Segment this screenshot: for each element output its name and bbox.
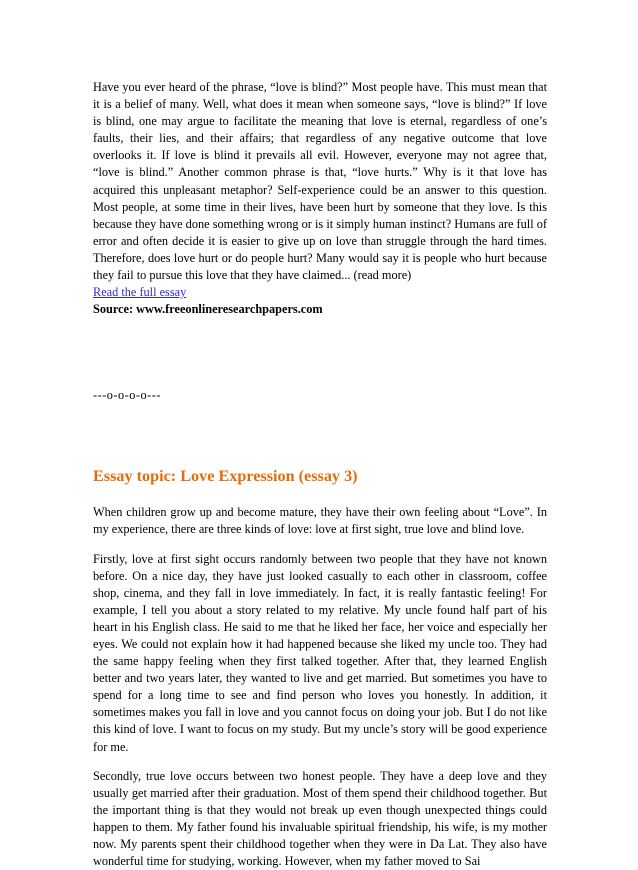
essay-paragraph-3: Secondly, true love occurs between two honest people. They have a deep love and they usually get married after their graduation. Most of them spend their childhood together. But the important thing is that they would not break up even though unexpected things could happen to them. My father found his invaluable spiritual friendship, his wife, is my mother now. My parents spent their childhood together when they were in Da Lat. They also have wonderful time for studying, working. However, when my father moved to Sai xyxy=(93,768,547,869)
essay-heading: Essay topic: Love Expression (essay 3) xyxy=(93,467,358,486)
essay-paragraph-1: When children grow up and become mature, they have their own feeling about “Love”. In my experience, there are three kinds of love: love at first sight, true love and blind love. xyxy=(93,505,547,537)
source-line: Source: www.freeonlineresearchpapers.com xyxy=(93,302,323,317)
section-separator: ---o-o-o-o--- xyxy=(93,388,161,403)
document-page xyxy=(93,79,547,870)
essay-paragraph-2: Firstly, love at first sight occurs randomly between two people that they have not known before. On a nice day, they have just looked casually to each other in classroom, coffee shop, cinema, and they fall in love immediately. In fact, it is really fantastic feeling! For example, I tell you about a story related to my relative. My uncle found half part of his heart in his English class. He said to me that he liked her face, her voice and especially her eyes. We could not explain how it had happened because she liked my uncle too. They had the same happy feeling when they first talked together. After that, they learned English better and two years later, they wanted to live and get married. But sometimes you have to spend for a long time to see and find person who loves you honestly. In addition, it sometimes makes you fall in love and you cannot focus on doing your job. But I do not like this kind of love. I want to focus on my study. But my uncle’s story will be good experience for me. xyxy=(93,551,547,754)
read-full-essay-link-line xyxy=(93,284,547,301)
intro-paragraph: Have you ever heard of the phrase, “love is blind?” Most people have. This must mean that it is a belief of many. Well, what does it mean when someone says, “love is blind?” If love is blind, one may argue to facilitate the meaning that love is eternal, regardless of one’s faults, their lies, and their affairs; that regardless of any negative outcome that love overlooks it. If love is blind it prevails all evil. However, everyone may not agree that, “love is blind.” Another common phrase is that, “love hurts.” Why is it that love has acquired this unpleasant metaphor? Self-experience could be an answer to this question. Most people, at some time in their lives, have been hurt by someone that they love. Is this because they have done something wrong or is it simply human instinct? Humans are full of error and often decide it is easier to give up on love than struggle through the hard times. Therefore, does love hurt or do people hurt? Many would say it is people who hurt because they fail to pursue this love that they have claimed... (read more) xyxy=(93,80,547,283)
read-full-essay-link[interactable]: Read the full essay xyxy=(93,285,187,300)
